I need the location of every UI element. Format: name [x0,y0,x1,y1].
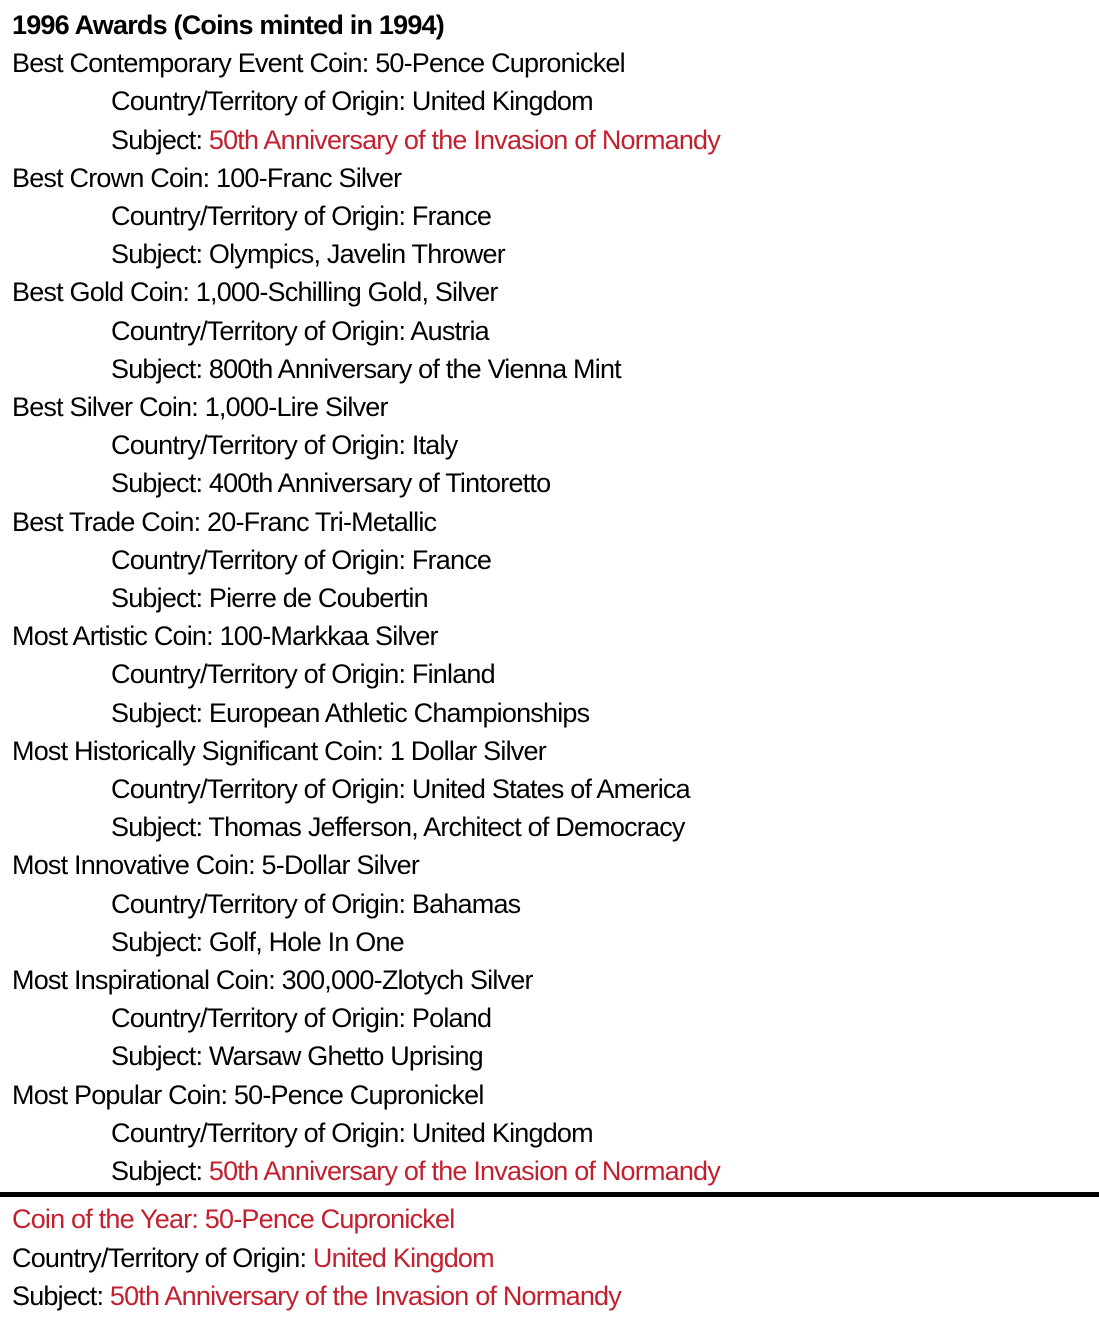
coin-of-the-year-coin: 50-Pence Cupronickel [204,1204,455,1235]
award-coin: 1 Dollar Silver [389,735,546,766]
country-label: Country/Territory of Origin: [111,86,406,117]
country-value: United Kingdom [411,1117,593,1148]
coin-of-the-year-label: Coin of the Year: [12,1204,199,1235]
award-entry [0,388,1099,503]
award-entry [0,617,1099,732]
award-category: Best Silver Coin: [12,392,198,423]
award-entry [0,961,1099,1076]
country-line [0,82,1099,120]
award-coin: 1,000-Lire Silver [204,392,388,423]
subject-label: Subject: [111,926,203,957]
country-value: Bahamas [411,888,521,919]
award-category: Most Popular Coin: [12,1079,228,1110]
subject-line [0,694,1099,732]
award-coin: 50-Pence Cupronickel [233,1079,484,1110]
country-label: Country/Territory of Origin: [111,1003,406,1034]
award-category-line [0,732,1099,770]
award-category-line [0,388,1099,426]
subject-line [0,923,1099,961]
country-line [0,770,1099,808]
subject-value: Warsaw Ghetto Uprising [208,1041,483,1072]
award-category-line [0,44,1099,82]
subject-line [0,121,1099,159]
country-label: Country/Territory of Origin: [111,1117,406,1148]
award-category-line [0,159,1099,197]
country-label: Country/Territory of Origin: [111,659,406,690]
subject-line [0,1152,1099,1190]
coin-of-the-year-section [0,1200,1099,1315]
subject-label: Subject: [12,1280,104,1311]
country-line [0,999,1099,1037]
coin-of-the-year-country-line [0,1239,1099,1277]
country-value: Italy [411,430,458,461]
coin-of-the-year-line [0,1200,1099,1238]
country-line [0,1114,1099,1152]
award-category: Most Historically Significant Coin: [12,735,384,766]
subject-line [0,464,1099,502]
country-value: Austria [410,315,489,346]
subject-line [0,808,1099,846]
subject-label: Subject: [111,697,203,728]
award-entry [0,732,1099,847]
subject-label: Subject: [111,468,203,499]
subject-value: 400th Anniversary of Tintoretto [208,468,551,499]
award-entry [0,1076,1099,1191]
subject-value: Golf, Hole In One [208,926,404,957]
subject-label: Subject: [111,812,203,843]
award-category-line [0,846,1099,884]
country-line [0,197,1099,235]
award-coin: 50-Pence Cupronickel [375,48,625,79]
country-value: United Kingdom [411,86,593,117]
award-category: Best Gold Coin: [12,277,190,308]
country-value: Finland [411,659,495,690]
award-category-line [0,617,1099,655]
subject-label: Subject: [111,1041,203,1072]
country-label: Country/Territory of Origin: [111,201,406,232]
award-category: Best Crown Coin: [12,162,210,193]
award-category-line [0,503,1099,541]
country-line [0,655,1099,693]
award-category-line [0,273,1099,311]
country-line [0,312,1099,350]
subject-value: Thomas Jefferson, Architect of Democracy [208,812,685,843]
award-category: Most Innovative Coin: [12,850,255,881]
award-coin: 100-Franc Silver [215,162,402,193]
country-value: France [411,201,492,232]
award-category: Most Inspirational Coin: [12,965,275,996]
subject-value: 800th Anniversary of the Vienna Mint [208,353,621,384]
country-label: Country/Territory of Origin: [12,1242,307,1273]
country-label: Country/Territory of Origin: [111,544,406,575]
award-category: Best Contemporary Event Coin: [12,48,369,79]
subject-label: Subject: [111,239,203,270]
award-entry [0,159,1099,274]
divider-rule [0,1192,1099,1197]
country-value: United Kingdom [312,1242,494,1273]
subject-line [0,579,1099,617]
subject-value: European Athletic Championships [208,697,590,728]
subject-label: Subject: [111,124,203,155]
document-title: 1996 Awards (Coins minted in 1994) [12,10,444,40]
country-label: Country/Territory of Origin: [111,774,406,805]
subject-label: Subject: [111,353,203,384]
subject-label: Subject: [111,1156,203,1187]
country-line [0,541,1099,579]
country-line [0,426,1099,464]
subject-label: Subject: [111,583,203,614]
country-value: Poland [411,1003,492,1034]
subject-value: 50th Anniversary of the Invasion of Normandy [208,1156,720,1187]
award-entry [0,503,1099,618]
award-category-line [0,1076,1099,1114]
subject-value: 50th Anniversary of the Invasion of Normandy [208,124,720,155]
award-category: Best Trade Coin: [12,506,201,537]
country-label: Country/Territory of Origin: [111,888,406,919]
country-value: France [411,544,492,575]
award-coin: 1,000-Schilling Gold, Silver [195,277,498,308]
coin-of-the-year-subject-line [0,1277,1099,1315]
subject-value: Olympics, Javelin Thrower [208,239,505,270]
subject-value: Pierre de Coubertin [208,583,428,614]
award-category-line [0,961,1099,999]
award-coin: 20-Franc Tri-Metallic [207,506,437,537]
subject-line [0,235,1099,273]
subject-line [0,1037,1099,1075]
country-value: United States of America [411,774,690,805]
subject-value: 50th Anniversary of the Invasion of Normandy [109,1280,621,1311]
award-coin: 300,000-Zlotych Silver [281,965,533,996]
award-coin: 5-Dollar Silver [261,850,420,881]
country-label: Country/Territory of Origin: [111,430,406,461]
country-line [0,885,1099,923]
award-entry [0,44,1099,159]
subject-line [0,350,1099,388]
award-entry [0,273,1099,388]
country-label: Country/Territory of Origin: [111,315,406,346]
award-category: Most Artistic Coin: [12,621,213,652]
award-coin: 100-Markkaa Silver [219,621,438,652]
award-entry [0,846,1099,961]
